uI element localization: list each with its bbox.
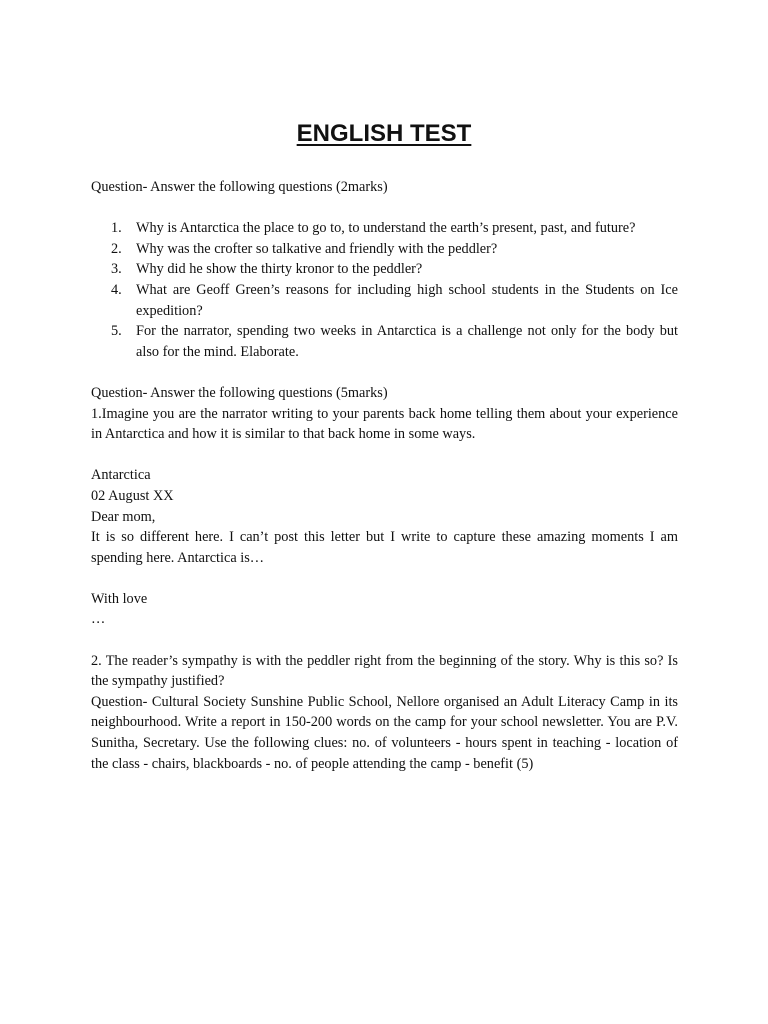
spacer bbox=[91, 362, 678, 383]
document-body bbox=[91, 177, 678, 774]
spacer bbox=[91, 568, 678, 589]
spacer bbox=[91, 445, 678, 466]
list-number: 4. bbox=[111, 281, 122, 298]
question-text: Why was the crofter so talkative and friendly with the peddler? bbox=[136, 240, 498, 257]
spacer bbox=[91, 630, 678, 651]
question-text: Why did he show the thirty kronor to the peddler? bbox=[136, 261, 423, 278]
list-item bbox=[91, 321, 678, 362]
page-title: ENGLISH TEST bbox=[296, 120, 472, 147]
section1-heading: Question- Answer the following questions (2marks) bbox=[91, 179, 388, 195]
question-text: Why is Antarctica the place to go to, to understand the earth’s present, past, and future? bbox=[136, 220, 636, 237]
list-number: 1. bbox=[111, 220, 122, 237]
list-item bbox=[91, 239, 678, 260]
section2-heading: Question- Answer the following questions (5marks) bbox=[91, 384, 388, 401]
list-number: 3. bbox=[111, 261, 122, 278]
question-list bbox=[91, 218, 678, 362]
letter-salutation: Dear mom, bbox=[91, 508, 156, 525]
list-number: 5. bbox=[111, 323, 122, 340]
question-text: For the narrator, spending two weeks in Antarctica is a challenge not only for the body but also for the mind. Elaborate. bbox=[136, 323, 678, 360]
letter-ellipsis: … bbox=[91, 611, 106, 628]
letter-place: Antarctica bbox=[91, 467, 151, 484]
question-text: What are Geoff Green’s reasons for including high school students in the Students on Ice expedition? bbox=[136, 281, 678, 319]
letter-closing: With love bbox=[91, 590, 148, 607]
letter-body: It is so different here. I can’t post this letter but I write to capture these amazing moments I am spending here. Antarctica is… bbox=[91, 529, 678, 566]
question-2-2: 2. The reader’s sympathy is with the peddler right from the beginning of the story. Why is this so? Is the sympathy justified? bbox=[91, 652, 678, 690]
list-item bbox=[91, 280, 678, 321]
list-item bbox=[91, 218, 678, 239]
list-item bbox=[91, 259, 678, 280]
question-2-1: 1.Imagine you are the narrator writing to your parents back home telling them about your experience in Antarctica and how it is similar to that back home in some ways. bbox=[91, 405, 678, 443]
list-number: 2. bbox=[111, 240, 122, 257]
letter-date: 02 August XX bbox=[91, 487, 174, 504]
spacer bbox=[91, 198, 678, 219]
section3-question: Question- Cultural Society Sunshine Public School, Nellore organised an Adult Literacy Camp in its neighbourhood. Write a report in 150-200 words on the camp for your school newsletter. You are P.V. Sunitha, Secretary. Use the following clues: no. of volunteers - hours spent in teaching - location of the class - chairs, blackboards - no. of people attending the camp - benefit (5) bbox=[91, 693, 678, 772]
